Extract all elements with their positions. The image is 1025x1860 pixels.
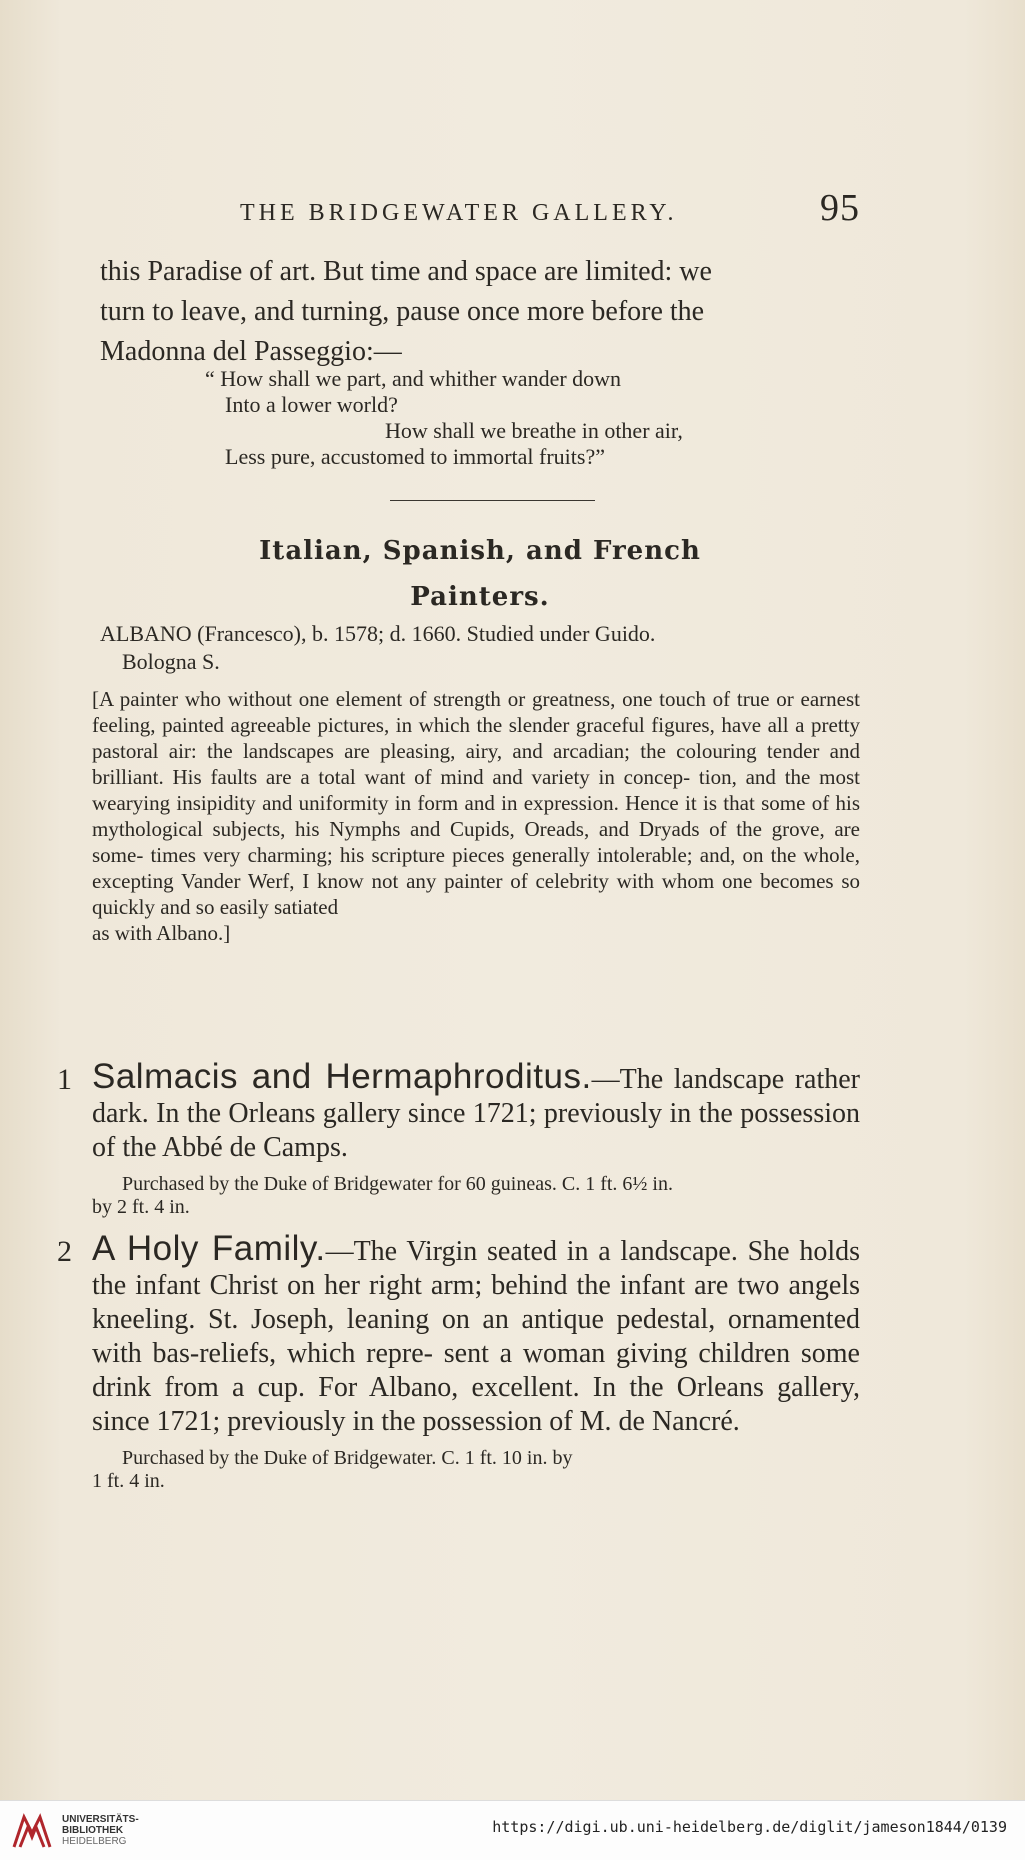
permalink-url[interactable]: https://digi.ub.uni-heidelberg.de/diglit/jameson1844/0139 xyxy=(492,1818,1007,1836)
artist-name-line: ALBANO (Francesco), b. 1578; d. 1660. Studied under Guido. xyxy=(100,621,656,646)
section-divider xyxy=(390,500,595,501)
poem-line: Into a lower world? xyxy=(225,392,398,417)
library-name xyxy=(62,1814,139,1847)
intro-line: Madonna del Passeggio:— xyxy=(100,336,402,367)
catalogue-item xyxy=(57,1057,860,1219)
section-heading xyxy=(100,528,860,620)
poem-line: How shall we breathe in other air, xyxy=(385,418,683,443)
item-body xyxy=(92,1229,860,1439)
item-description: —The landscape rather dark. In the Orleans gallery since 1721; previously in the possession of the Abbé de Camps. xyxy=(92,1064,860,1163)
item-description: —The Virgin seated in a landscape. She holds the infant Christ on her right arm; behind the infant are two angels kneeling. St. Joseph, leaning on an antique pedestal, ornamented with bas-reliefs, which repre- sent a woman giving children some drink from a cup. For Albano, excellent. In the Orleans gallery, since 1721; previously in the possession of M. de Nancré. xyxy=(92,1236,860,1437)
item-number: 2 xyxy=(57,1235,72,1268)
artist-note-text: [A painter who without one element of strength or greatness, one touch of true or earnest feeling, painted agreeable pictures, in which the slender graceful figures, have all a pretty pastoral air: the landscapes are pleasing, airy, and arcadian; the colouring tender and brilliant. His faults are a total want of mind and variety in concep- tion, and the most wearying insipidity and uniformity in form and in expression. Hence it is that some of his mythological subjects, his Nymphs and Cupids, Oreads, and Dryads of the grove, are some- times very charming; his scripture pieces generally intolerable; and, on the whole, excepting Vander Werf, I know not any painter of celebrity with whom one becomes so quickly and so easily satiated xyxy=(92,687,860,919)
library-name-line: HEIDELBERG xyxy=(62,1836,127,1847)
poem-quote xyxy=(205,366,683,470)
item-body xyxy=(92,1057,860,1165)
viewer-footer xyxy=(0,1800,1025,1860)
item-provenance xyxy=(92,1447,860,1493)
provenance-line: Purchased by the Duke of Bridgewater for 60 guineas. C. 1 ft. 6½ in. xyxy=(122,1173,673,1195)
page-number: 95 xyxy=(820,187,860,229)
artist-note-end: as with Albano.] xyxy=(92,921,231,945)
library-logo-icon xyxy=(10,1807,54,1853)
item-title: Salmacis and Hermaphroditus. xyxy=(92,1057,592,1096)
provenance-line: by 2 ft. 4 in. xyxy=(92,1196,190,1218)
running-head: THE BRIDGEWATER GALLERY. xyxy=(240,200,678,226)
poem-line: “ How shall we part, and whither wander down xyxy=(205,366,622,391)
provenance-line: Purchased by the Duke of Bridgewater. C. 1 ft. 10 in. by xyxy=(122,1447,573,1469)
section-title-2: Painters. xyxy=(410,582,550,612)
catalogue-item xyxy=(57,1229,860,1493)
library-name-line: UNIVERSITÄTS- xyxy=(62,1814,139,1825)
artist-school: Bologna S. xyxy=(122,649,220,674)
intro-line: turn to leave, and turning, pause once more before the xyxy=(100,296,705,327)
artist-heading xyxy=(100,620,860,676)
provenance-line: 1 ft. 4 in. xyxy=(92,1470,165,1492)
intro-line: this Paradise of art. But time and space are limited: we xyxy=(100,256,712,287)
item-provenance xyxy=(92,1173,860,1219)
artist-note xyxy=(92,686,860,946)
intro-paragraph xyxy=(100,252,860,372)
library-name-line: BIBLIOTHEK xyxy=(62,1825,124,1836)
item-title: A Holy Family. xyxy=(92,1229,326,1268)
page-header xyxy=(240,186,860,230)
section-title: Italian, Spanish, and French xyxy=(259,536,701,566)
item-number: 1 xyxy=(57,1063,72,1096)
poem-line: Less pure, accustomed to immortal fruits?” xyxy=(225,444,605,469)
